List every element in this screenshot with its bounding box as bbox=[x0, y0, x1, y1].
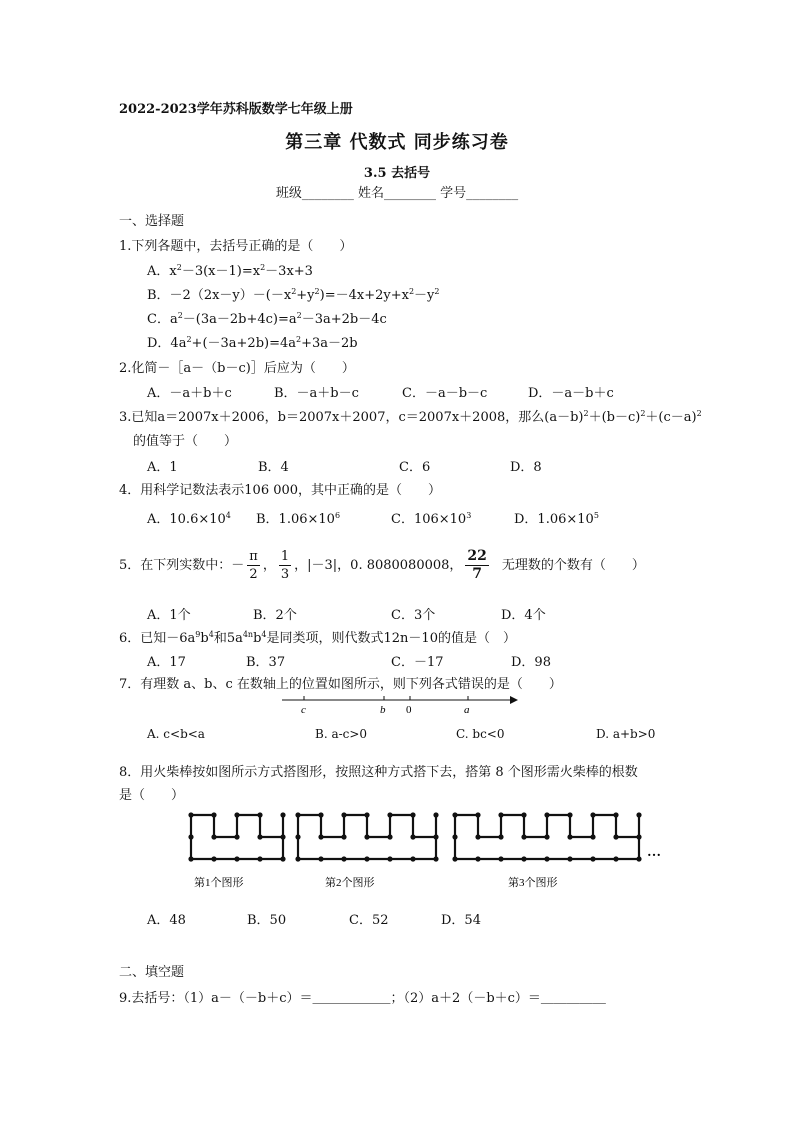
matchstick-joint bbox=[295, 856, 300, 861]
matchstick-joint bbox=[521, 856, 526, 861]
q4-option-c: C．$106\times 10^3$ bbox=[391, 511, 472, 527]
matchstick-joint bbox=[521, 834, 526, 839]
matchstick-joint bbox=[364, 812, 369, 817]
q2-option-c: C．－a－b－c bbox=[402, 386, 488, 401]
matchstick-joint bbox=[211, 834, 216, 839]
q5-option-d: D．4个 bbox=[501, 608, 546, 623]
matchstick-joint bbox=[295, 834, 300, 839]
matchstick-joint bbox=[521, 812, 526, 817]
q4-option-a: A．$10.6\times 10^4$ bbox=[147, 511, 231, 527]
q6-option-a: A．17 bbox=[147, 655, 186, 670]
q7-option-c: C. bc<0 bbox=[456, 727, 505, 741]
q3-option-b: B．4 bbox=[258, 460, 289, 475]
section-heading-choice: 一、选择题 bbox=[119, 214, 185, 229]
q1-option-a: A．$x^2-3(x-1)=x^2-3x+3$ bbox=[147, 263, 313, 279]
header-line: 2022-2023学年苏科版数学七年级上册 bbox=[119, 102, 353, 117]
matchstick-joint bbox=[188, 834, 193, 839]
matchstick-joint bbox=[636, 834, 641, 839]
matchstick-joint bbox=[188, 856, 193, 861]
q3-option-c: C．6 bbox=[399, 460, 431, 475]
matchstick-joint bbox=[364, 834, 369, 839]
question-4-stem: 4．用科学记数法表示106 000，其中正确的是（ ） bbox=[119, 483, 442, 498]
q2-option-a: A．－a＋b＋c bbox=[147, 386, 232, 401]
matchstick-joint bbox=[341, 812, 346, 817]
matchstick-joint bbox=[544, 834, 549, 839]
page-title: 第三章 代数式 同步练习卷 bbox=[285, 132, 509, 153]
question-7-stem: 7．有理数 a、b、c 在数轴上的位置如图所示，则下列各式错误的是（ ） bbox=[119, 677, 562, 692]
matchstick-joint bbox=[364, 856, 369, 861]
matchstick-joint bbox=[211, 812, 216, 817]
matchstick-joint bbox=[613, 812, 618, 817]
matchstick-figure bbox=[185, 810, 675, 895]
matchstick-joint bbox=[567, 812, 572, 817]
number-line-figure bbox=[280, 694, 520, 720]
matchstick-joint bbox=[341, 834, 346, 839]
q7-option-b: B. a-c>0 bbox=[315, 727, 368, 741]
matchstick-joint bbox=[318, 812, 323, 817]
matchstick-joint bbox=[433, 812, 438, 817]
matchstick-joint bbox=[257, 856, 262, 861]
matchstick-joint bbox=[188, 812, 193, 817]
matchstick-joint bbox=[387, 834, 392, 839]
matchstick-joint bbox=[234, 812, 239, 817]
q8-option-b: B．50 bbox=[247, 913, 287, 928]
q6-option-b: B．37 bbox=[246, 655, 286, 670]
matchstick-joint bbox=[433, 856, 438, 861]
matchstick-joint bbox=[318, 834, 323, 839]
figure-1-label: 第1个图形 bbox=[194, 877, 244, 889]
q5-option-c: C．3个 bbox=[391, 608, 436, 623]
matchstick-joint bbox=[636, 812, 641, 817]
q5-option-a: A．1个 bbox=[147, 608, 191, 623]
student-info-line: 班级________ 姓名________ 学号________ bbox=[275, 186, 519, 201]
question-1-stem: 1.下列各题中，去括号正确的是（ ） bbox=[119, 239, 353, 254]
matchstick-joint bbox=[498, 834, 503, 839]
q8-option-d: D．54 bbox=[441, 913, 481, 928]
matchstick-joint bbox=[257, 812, 262, 817]
q1-option-c: C．$a^2-(3a-2b+4c)=a^2-3a+2b-4c$ bbox=[147, 311, 387, 327]
matchstick-joint bbox=[590, 834, 595, 839]
matchstick-joint bbox=[613, 856, 618, 861]
matchstick-figure-1 bbox=[188, 812, 285, 861]
matchstick-figure-2 bbox=[295, 812, 438, 861]
question-5-stem: 5．在下列实数中：－ $\frac{\pi}{2}$ ， $\frac{1}{3}$ ，|－3|，0. 8080080008， $\frac{22}{7}$ 无理数的个数有（ ） bbox=[119, 548, 645, 582]
matchstick-joint bbox=[234, 834, 239, 839]
number-line-arrow bbox=[510, 696, 518, 704]
question-8-stem-continued: 是（ ） bbox=[119, 788, 185, 803]
q3-option-a: A．1 bbox=[147, 460, 178, 475]
question-2-stem: 2.化简－［a－（b－c)］后应为（ ） bbox=[119, 361, 355, 376]
matchstick-joint bbox=[433, 834, 438, 839]
q8-option-c: C．52 bbox=[349, 913, 389, 928]
fraction-22-over-7: $\frac{22}{7}$ bbox=[467, 548, 487, 582]
matchstick-joint bbox=[498, 812, 503, 817]
matchstick-joint bbox=[280, 834, 285, 839]
q6-option-d: D．98 bbox=[511, 655, 551, 670]
q7-option-d: D. a+b>0 bbox=[596, 727, 656, 741]
question-6-stem: 6．已知$-6a^9b^4$和$5a^{4n}b^4$是同类项，则代数式12n－10的值是（ ） bbox=[119, 630, 516, 646]
question-3-stem: 3.已知a＝2007x＋2006，b＝2007x＋2007，c＝2007x＋2008，那么$(a-b)^2+(b-c)^2+(c-a)^2$ bbox=[119, 409, 702, 425]
fraction-pi-over-2: $\frac{\pi}{2}$ bbox=[249, 549, 258, 582]
section-heading-fill: 二、填空题 bbox=[119, 965, 185, 980]
matchstick-joint bbox=[387, 856, 392, 861]
question-3-stem-continued: 的值等于（ ） bbox=[133, 434, 238, 449]
figure-2-label: 第2个图形 bbox=[325, 877, 375, 889]
figure-ellipsis: … bbox=[647, 845, 661, 860]
fraction-1-over-3: $\frac{1}{3}$ bbox=[280, 549, 290, 582]
matchstick-joint bbox=[211, 856, 216, 861]
matchstick-joint bbox=[387, 812, 392, 817]
matchstick-joint bbox=[567, 856, 572, 861]
label-0: 0 bbox=[406, 704, 412, 716]
matchstick-joint bbox=[295, 812, 300, 817]
q2-option-b: B．－a＋b－c bbox=[274, 386, 359, 401]
matchstick-joint bbox=[613, 834, 618, 839]
q4-option-b: B．$1.06\times 10^6$ bbox=[256, 511, 341, 527]
matchstick-joint bbox=[590, 812, 595, 817]
matchstick-joint bbox=[475, 812, 480, 817]
matchstick-joint bbox=[590, 856, 595, 861]
matchstick-joint bbox=[498, 856, 503, 861]
q7-option-a: A. c<b<a bbox=[147, 727, 205, 741]
matchstick-joint bbox=[452, 856, 457, 861]
matchstick-joint bbox=[318, 856, 323, 861]
q4-option-d: D．$1.06\times 10^5$ bbox=[514, 511, 599, 527]
q2-option-d: D．－a－b＋c bbox=[528, 386, 614, 401]
matchstick-joint bbox=[280, 856, 285, 861]
q6-option-c: C．－17 bbox=[391, 655, 444, 670]
section-subtitle: 3.5 去括号 bbox=[363, 166, 431, 181]
label-c: c bbox=[301, 704, 306, 716]
matchstick-joint bbox=[567, 834, 572, 839]
matchstick-joint bbox=[410, 856, 415, 861]
matchstick-joint bbox=[280, 812, 285, 817]
matchstick-joint bbox=[410, 834, 415, 839]
q1-option-d: D．$4a^2+(-3a+2b)=4a^2+3a-2b$ bbox=[147, 335, 358, 351]
matchstick-joint bbox=[544, 812, 549, 817]
matchstick-joint bbox=[475, 834, 480, 839]
figure-3-label: 第3个图形 bbox=[508, 877, 558, 889]
matchstick-joint bbox=[636, 856, 641, 861]
q5-option-b: B．2个 bbox=[253, 608, 297, 623]
label-a: a bbox=[464, 704, 470, 716]
matchstick-joint bbox=[341, 856, 346, 861]
question-8-stem: 8．用火柴棒按如图所示方式搭图形，按照这种方式搭下去，搭第 8 个图形需火柴棒的根数 bbox=[119, 765, 638, 780]
matchstick-figure-3 bbox=[452, 812, 641, 861]
question-9-stem: 9.去括号：（1）a－（－b＋c）＝＿＿＿＿＿＿；（2）a＋2（－b＋c）＝＿＿＿＿＿ bbox=[119, 991, 606, 1006]
matchstick-joint bbox=[452, 834, 457, 839]
matchstick-joint bbox=[452, 812, 457, 817]
q8-option-a: A．48 bbox=[147, 913, 186, 928]
matchstick-joint bbox=[544, 856, 549, 861]
matchstick-joint bbox=[257, 834, 262, 839]
matchstick-joint bbox=[475, 856, 480, 861]
q1-option-b: B．$-2(2x-y)-(-x^2+y^2)=-4x+2y+x^2-y^2$ bbox=[147, 287, 440, 303]
matchstick-joint bbox=[410, 812, 415, 817]
q3-option-d: D．8 bbox=[510, 460, 542, 475]
label-b: b bbox=[380, 704, 386, 716]
matchstick-joint bbox=[234, 856, 239, 861]
